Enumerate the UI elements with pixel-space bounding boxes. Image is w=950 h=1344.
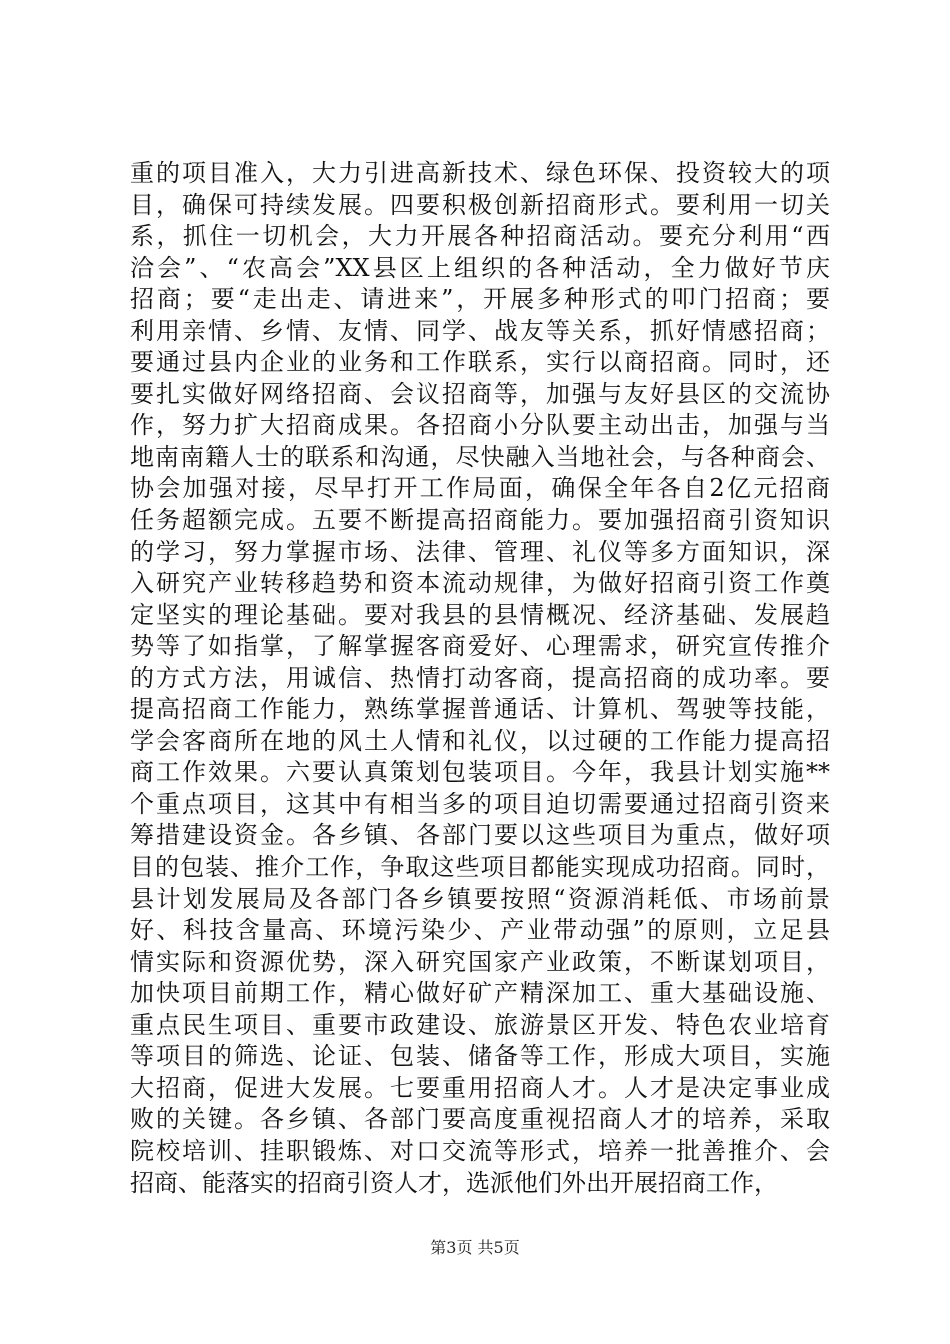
text-line: 好、科技含量高、环境污染少、产业带动强”的原则，立足县	[130, 916, 830, 945]
text-line: 定坚实的理论基础。要对我县的县情概况、经济基础、发展趋	[130, 600, 830, 629]
text-line: 地南南籍人士的联系和沟通，尽快融入当地社会，与各种商会、	[130, 442, 830, 471]
text-line: 的学习，努力掌握市场、法律、管理、礼仪等多方面知识，深	[130, 537, 830, 566]
text-line: 的方式方法，用诚信、热情打动客商，提高招商的成功率。要	[130, 663, 830, 692]
text-line: 加快项目前期工作，精心做好矿产精深加工、重大基础设施、	[130, 979, 830, 1008]
text-line: 目的包装、推介工作，争取这些项目都能实现成功招商。同时，	[130, 853, 830, 882]
text-line: 个重点项目，这其中有相当多的项目迫切需要通过招商引资来	[130, 789, 830, 818]
text-line: 商工作效果。六要认真策划包装项目。今年，我县计划实施**	[130, 758, 830, 787]
text-line: 任务超额完成。五要不断提高招商能力。要加强招商引资知识	[130, 506, 830, 535]
text-line: 招商、能落实的招商引资人才，选派他们外出开展招商工作，	[130, 1168, 778, 1197]
text-line: 重点民生项目、重要市政建设、旅游景区开发、特色农业培育	[130, 1010, 830, 1039]
text-line: 要通过县内企业的业务和工作联系，实行以商招商。同时，还	[130, 348, 830, 377]
text-line: 招商；要“走出走、请进来”，开展多种形式的叩门招商；要	[130, 285, 830, 314]
body-text	[130, 158, 830, 1199]
text-line: 系，抓住一切机会，大力开展各种招商活动。要充分利用“西	[130, 222, 830, 251]
text-line: 筹措建设资金。各乡镇、各部门要以这些项目为重点，做好项	[130, 821, 830, 850]
text-line: 要扎实做好网络招商、会议招商等，加强与友好县区的交流协	[130, 379, 830, 408]
text-line: 目，确保可持续发展。四要积极创新招商形式。要利用一切关	[130, 190, 830, 219]
text-line: 协会加强对接，尽早打开工作局面，确保全年各自2亿元招商	[130, 474, 830, 503]
text-line: 县计划发展局及各部门各乡镇要按照“资源消耗低、市场前景	[130, 884, 830, 913]
page-number-footer: 第3页 共5页	[430, 1238, 520, 1257]
text-line: 洽会”、“农高会”XX县区上组织的各种活动，全力做好节庆	[130, 253, 830, 282]
text-line: 院校培训、挂职锻炼、对口交流等形式，培养一批善推介、会	[130, 1136, 830, 1165]
text-line: 提高招商工作能力，熟练掌握普通话、计算机、驾驶等技能，	[130, 695, 830, 724]
text-line: 利用亲情、乡情、友情、同学、战友等关系，抓好情感招商；	[130, 316, 830, 345]
text-line: 学会客商所在地的风土人情和礼仪，以过硬的工作能力提高招	[130, 726, 830, 755]
text-line: 作，努力扩大招商成果。各招商小分队要主动出击，加强与当	[130, 411, 830, 440]
text-line: 败的关键。各乡镇、各部门要高度重视招商人才的培养，采取	[130, 1105, 830, 1134]
text-line: 等项目的筛选、论证、包装、储备等工作，形成大项目，实施	[130, 1042, 830, 1071]
text-line: 势等了如指掌，了解掌握客商爱好、心理需求，研究宣传推介	[130, 632, 830, 661]
text-line: 情实际和资源优势，深入研究国家产业政策，不断谋划项目，	[130, 947, 830, 976]
text-line: 入研究产业转移趋势和资本流动规律，为做好招商引资工作奠	[130, 569, 830, 598]
text-line: 重的项目准入，大力引进高新技术、绿色环保、投资较大的项	[130, 159, 830, 187]
text-line: 大招商，促进大发展。七要重用招商人才。人才是决定事业成	[130, 1073, 830, 1102]
